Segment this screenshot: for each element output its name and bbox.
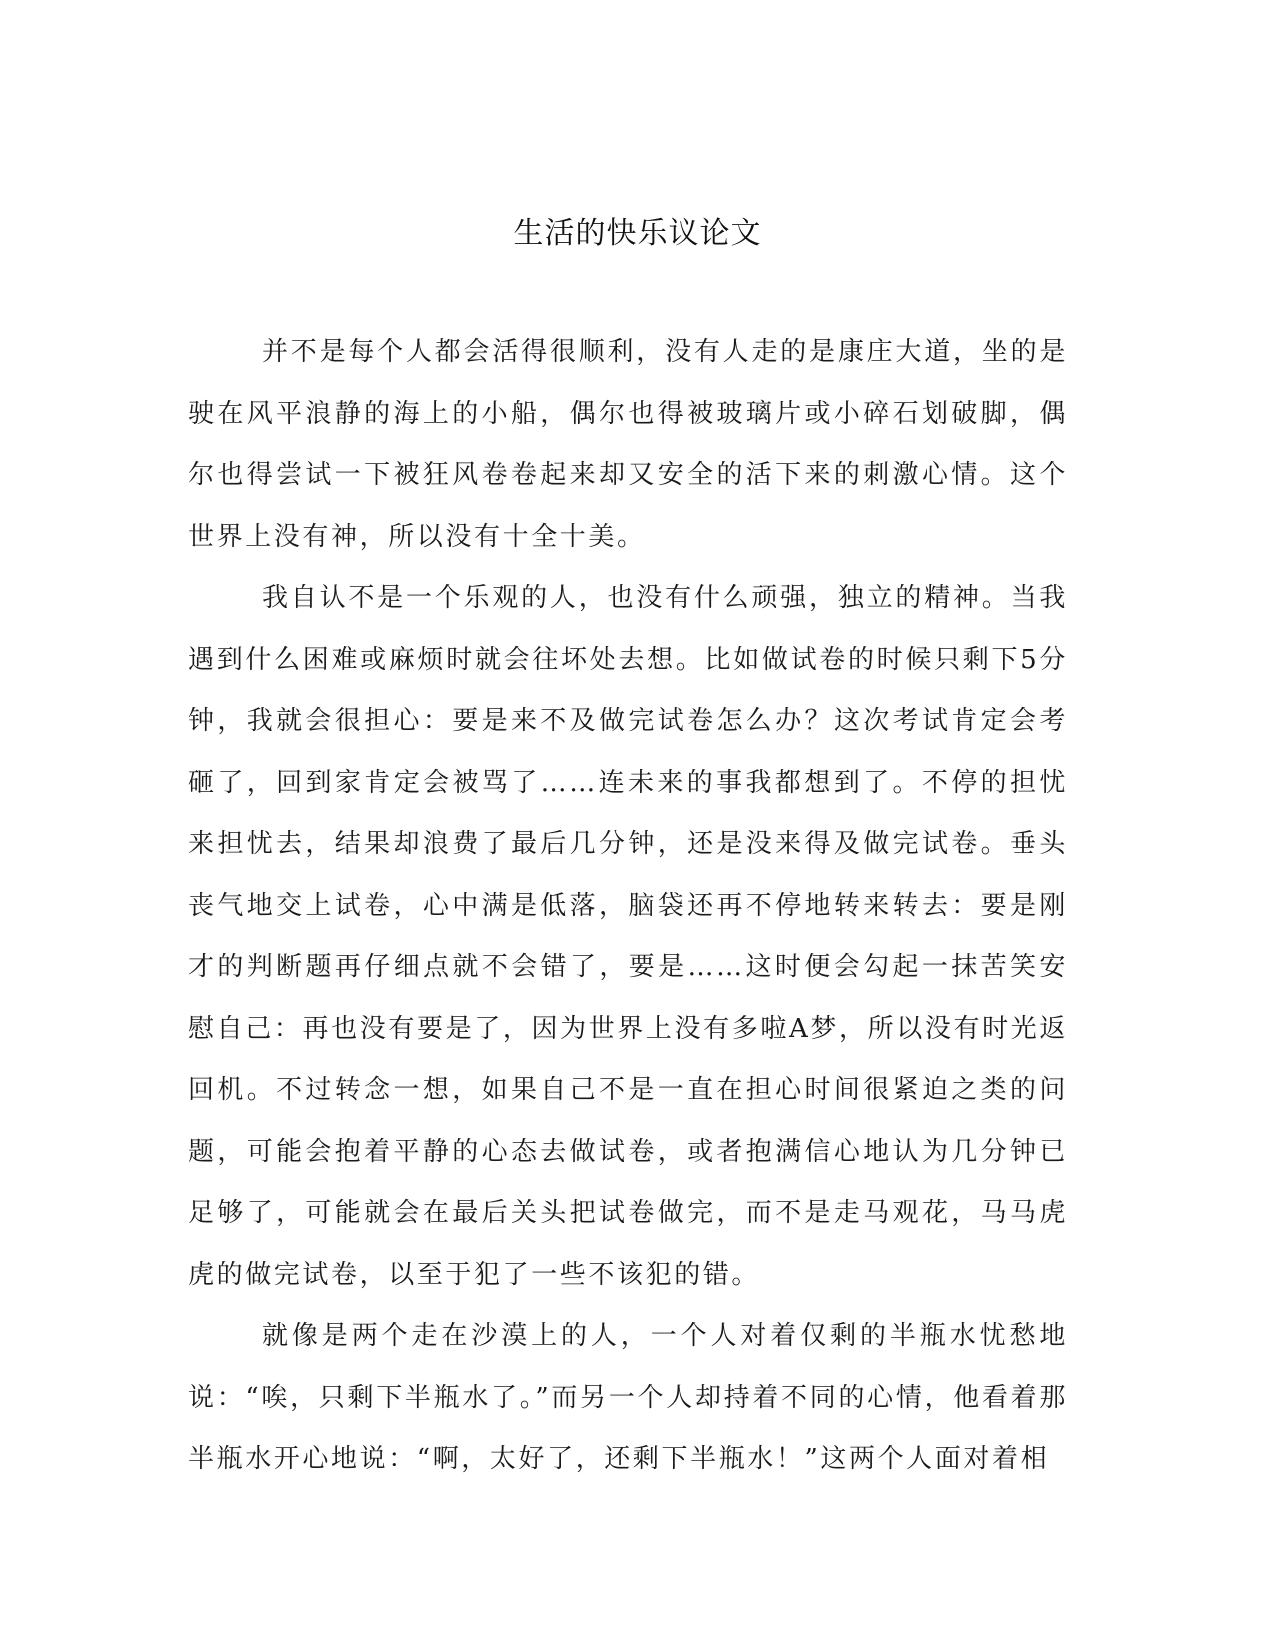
paragraph-3: 就像是两个走在沙漠上的人，一个人对着仅剩的半瓶水忧愁地说：“唉，只剩下半瓶水了。”而另一个人却持着不同的心情，他看着那半瓶水开心地说：“啊，太好了，还剩下半瓶水！”这两个人面对着相 — [188, 1321, 1068, 1474]
paragraph-2: 我自认不是一个乐观的人，也没有什么顽强，独立的精神。当我遇到什么困难或麻烦时就会往坏处去想。比如做试卷的时候只剩下5分钟，我就会很担心：要是来不及做完试卷怎么办？这次考试肯定会考砸了，回到家肯定会被骂了……连未来的事我都想到了。不停的担忧来担忧去，结果却浪费了最后几分钟，还是没来得及做完试卷。垂头丧气地交上试卷，心中满是低落，脑袋还再不停地转来转去：要是刚才的判断题再仔细点就不会错了，要是……这时便会勾起一抹苦笑安慰自己：再也没有要是了，因为世界上没有多啦A梦，所以没有时光返回机。不过转念一想，如果自己不是一直在担心时间很紧迫之类的问题，可能会抱着平静的心态去做试卷，或者抱满信心地认为几分钟已足够了，可能就会在最后关头把试卷做完，而不是走马观花，马马虎虎的做完试卷，以至于犯了一些不该犯的错。 — [188, 583, 1068, 1290]
document-body — [188, 322, 1068, 1491]
document-title: 生活的快乐议论文 — [513, 216, 762, 251]
paragraph-1: 并不是每个人都会活得很顺利，没有人走的是康庄大道，坐的是驶在风平浪静的海上的小船，偶尔也得被玻璃片或小碎石划破脚，偶尔也得尝试一下被狂风卷卷起来却又安全的活下来的刺激心情。这个世界上没有神，所以没有十全十美。 — [188, 337, 1068, 552]
